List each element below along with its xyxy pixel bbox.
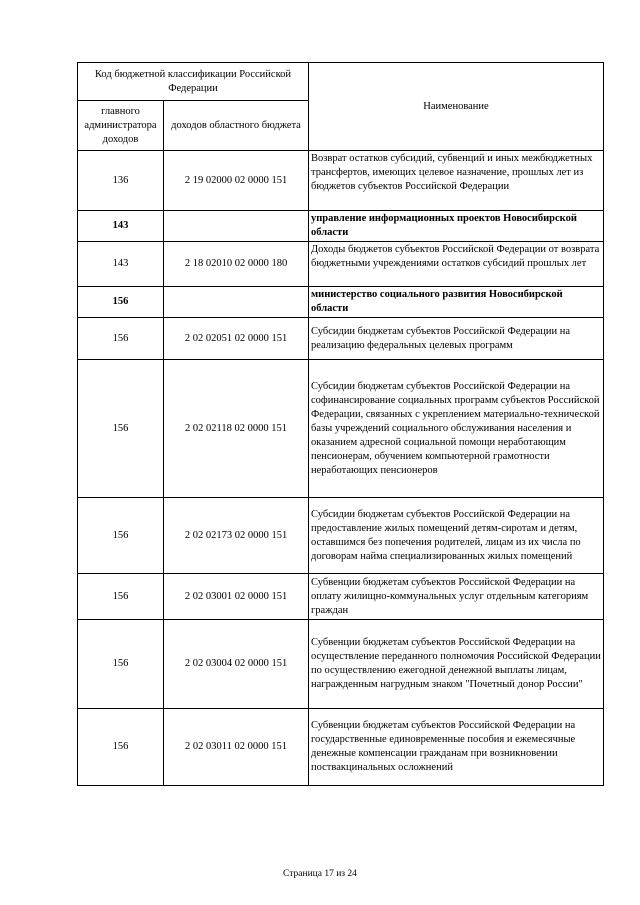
admin-column-header: главного администратора доходов <box>78 101 164 151</box>
table-row <box>78 620 604 709</box>
name-cell: министерство социального развития Новосибирской области <box>309 287 604 318</box>
admin-code-cell: 143 <box>78 211 164 242</box>
name-cell: Субсидии бюджетам субъектов Российской Федерации на софинансирование социальных программ субъектов Российской Федерации, связанных с укреплением материально-технической базы учреждений социального обслуживания населения и оказанием адресной социальной помощи неработающим пенсионерам, обучением компьютерной грамотности неработающих пенсионеров <box>309 360 604 498</box>
name-cell: Возврат остатков субсидий, субвенций и иных межбюджетных трансфертов, имеющих целевое назначение, прошлых лет из бюджетов субъектов Российской Федерации <box>309 151 604 211</box>
income-code-cell: 2 19 02000 02 0000 151 <box>164 151 309 211</box>
name-header: Наименование <box>309 63 604 151</box>
admin-code-cell: 156 <box>78 498 164 574</box>
admin-code-cell: 156 <box>78 287 164 318</box>
income-column-header: доходов областного бюджета <box>164 101 309 151</box>
table-row <box>78 151 604 211</box>
table-row <box>78 287 604 318</box>
name-cell: Субсидии бюджетам субъектов Российской Федерации на предоставление жилых помещений детям-сиротам и детям, оставшимся без попечения родителей, лицам из их числа по договорам найма специализированных жилых помещений <box>309 498 604 574</box>
name-cell: Доходы бюджетов субъектов Российской Федерации от возврата бюджетными учреждениями остатков субсидий прошлых лет <box>309 242 604 287</box>
table-header-row <box>78 63 604 101</box>
name-cell: Субвенции бюджетам субъектов Российской Федерации на осуществление переданного полномочия Российской Федерации по осуществлению ежегодной денежной выплаты лицам, награжденным нагрудным знаком "Почетный донор России" <box>309 620 604 709</box>
table-row <box>78 211 604 242</box>
table-row <box>78 574 604 620</box>
income-code-cell: 2 02 03011 02 0000 151 <box>164 709 309 786</box>
admin-code-cell: 156 <box>78 574 164 620</box>
income-code-cell: 2 02 03001 02 0000 151 <box>164 574 309 620</box>
table-row <box>78 318 604 360</box>
income-code-cell <box>164 287 309 318</box>
income-code-cell <box>164 211 309 242</box>
income-code-cell: 2 18 02010 02 0000 180 <box>164 242 309 287</box>
name-cell: Субвенции бюджетам субъектов Российской Федерации на государственные единовременные пособия и ежемесячные денежные компенсации гражданам при возникновении поствакцинальных осложнений <box>309 709 604 786</box>
income-code-cell: 2 02 02173 02 0000 151 <box>164 498 309 574</box>
admin-code-cell: 156 <box>78 620 164 709</box>
admin-code-cell: 156 <box>78 709 164 786</box>
income-code-cell: 2 02 03004 02 0000 151 <box>164 620 309 709</box>
name-cell: управление информационных проектов Новосибирской области <box>309 211 604 242</box>
admin-code-cell: 156 <box>78 318 164 360</box>
admin-code-cell: 156 <box>78 360 164 498</box>
page-number: Страница 17 из 24 <box>283 869 357 879</box>
income-code-cell: 2 02 02051 02 0000 151 <box>164 318 309 360</box>
income-code-cell: 2 02 02118 02 0000 151 <box>164 360 309 498</box>
table-row <box>78 498 604 574</box>
table-row <box>78 709 604 786</box>
table-row <box>78 360 604 498</box>
admin-code-cell: 136 <box>78 151 164 211</box>
name-cell: Субсидии бюджетам субъектов Российской Федерации на реализацию федеральных целевых программ <box>309 318 604 360</box>
name-cell: Субвенции бюджетам субъектов Российской Федерации на оплату жилищно-коммунальных услуг отдельным категориям граждан <box>309 574 604 620</box>
admin-code-cell: 143 <box>78 242 164 287</box>
kbk-header: Код бюджетной классификации Российской Федерации <box>78 63 309 101</box>
budget-classification-table <box>77 62 604 786</box>
table-row <box>78 242 604 287</box>
